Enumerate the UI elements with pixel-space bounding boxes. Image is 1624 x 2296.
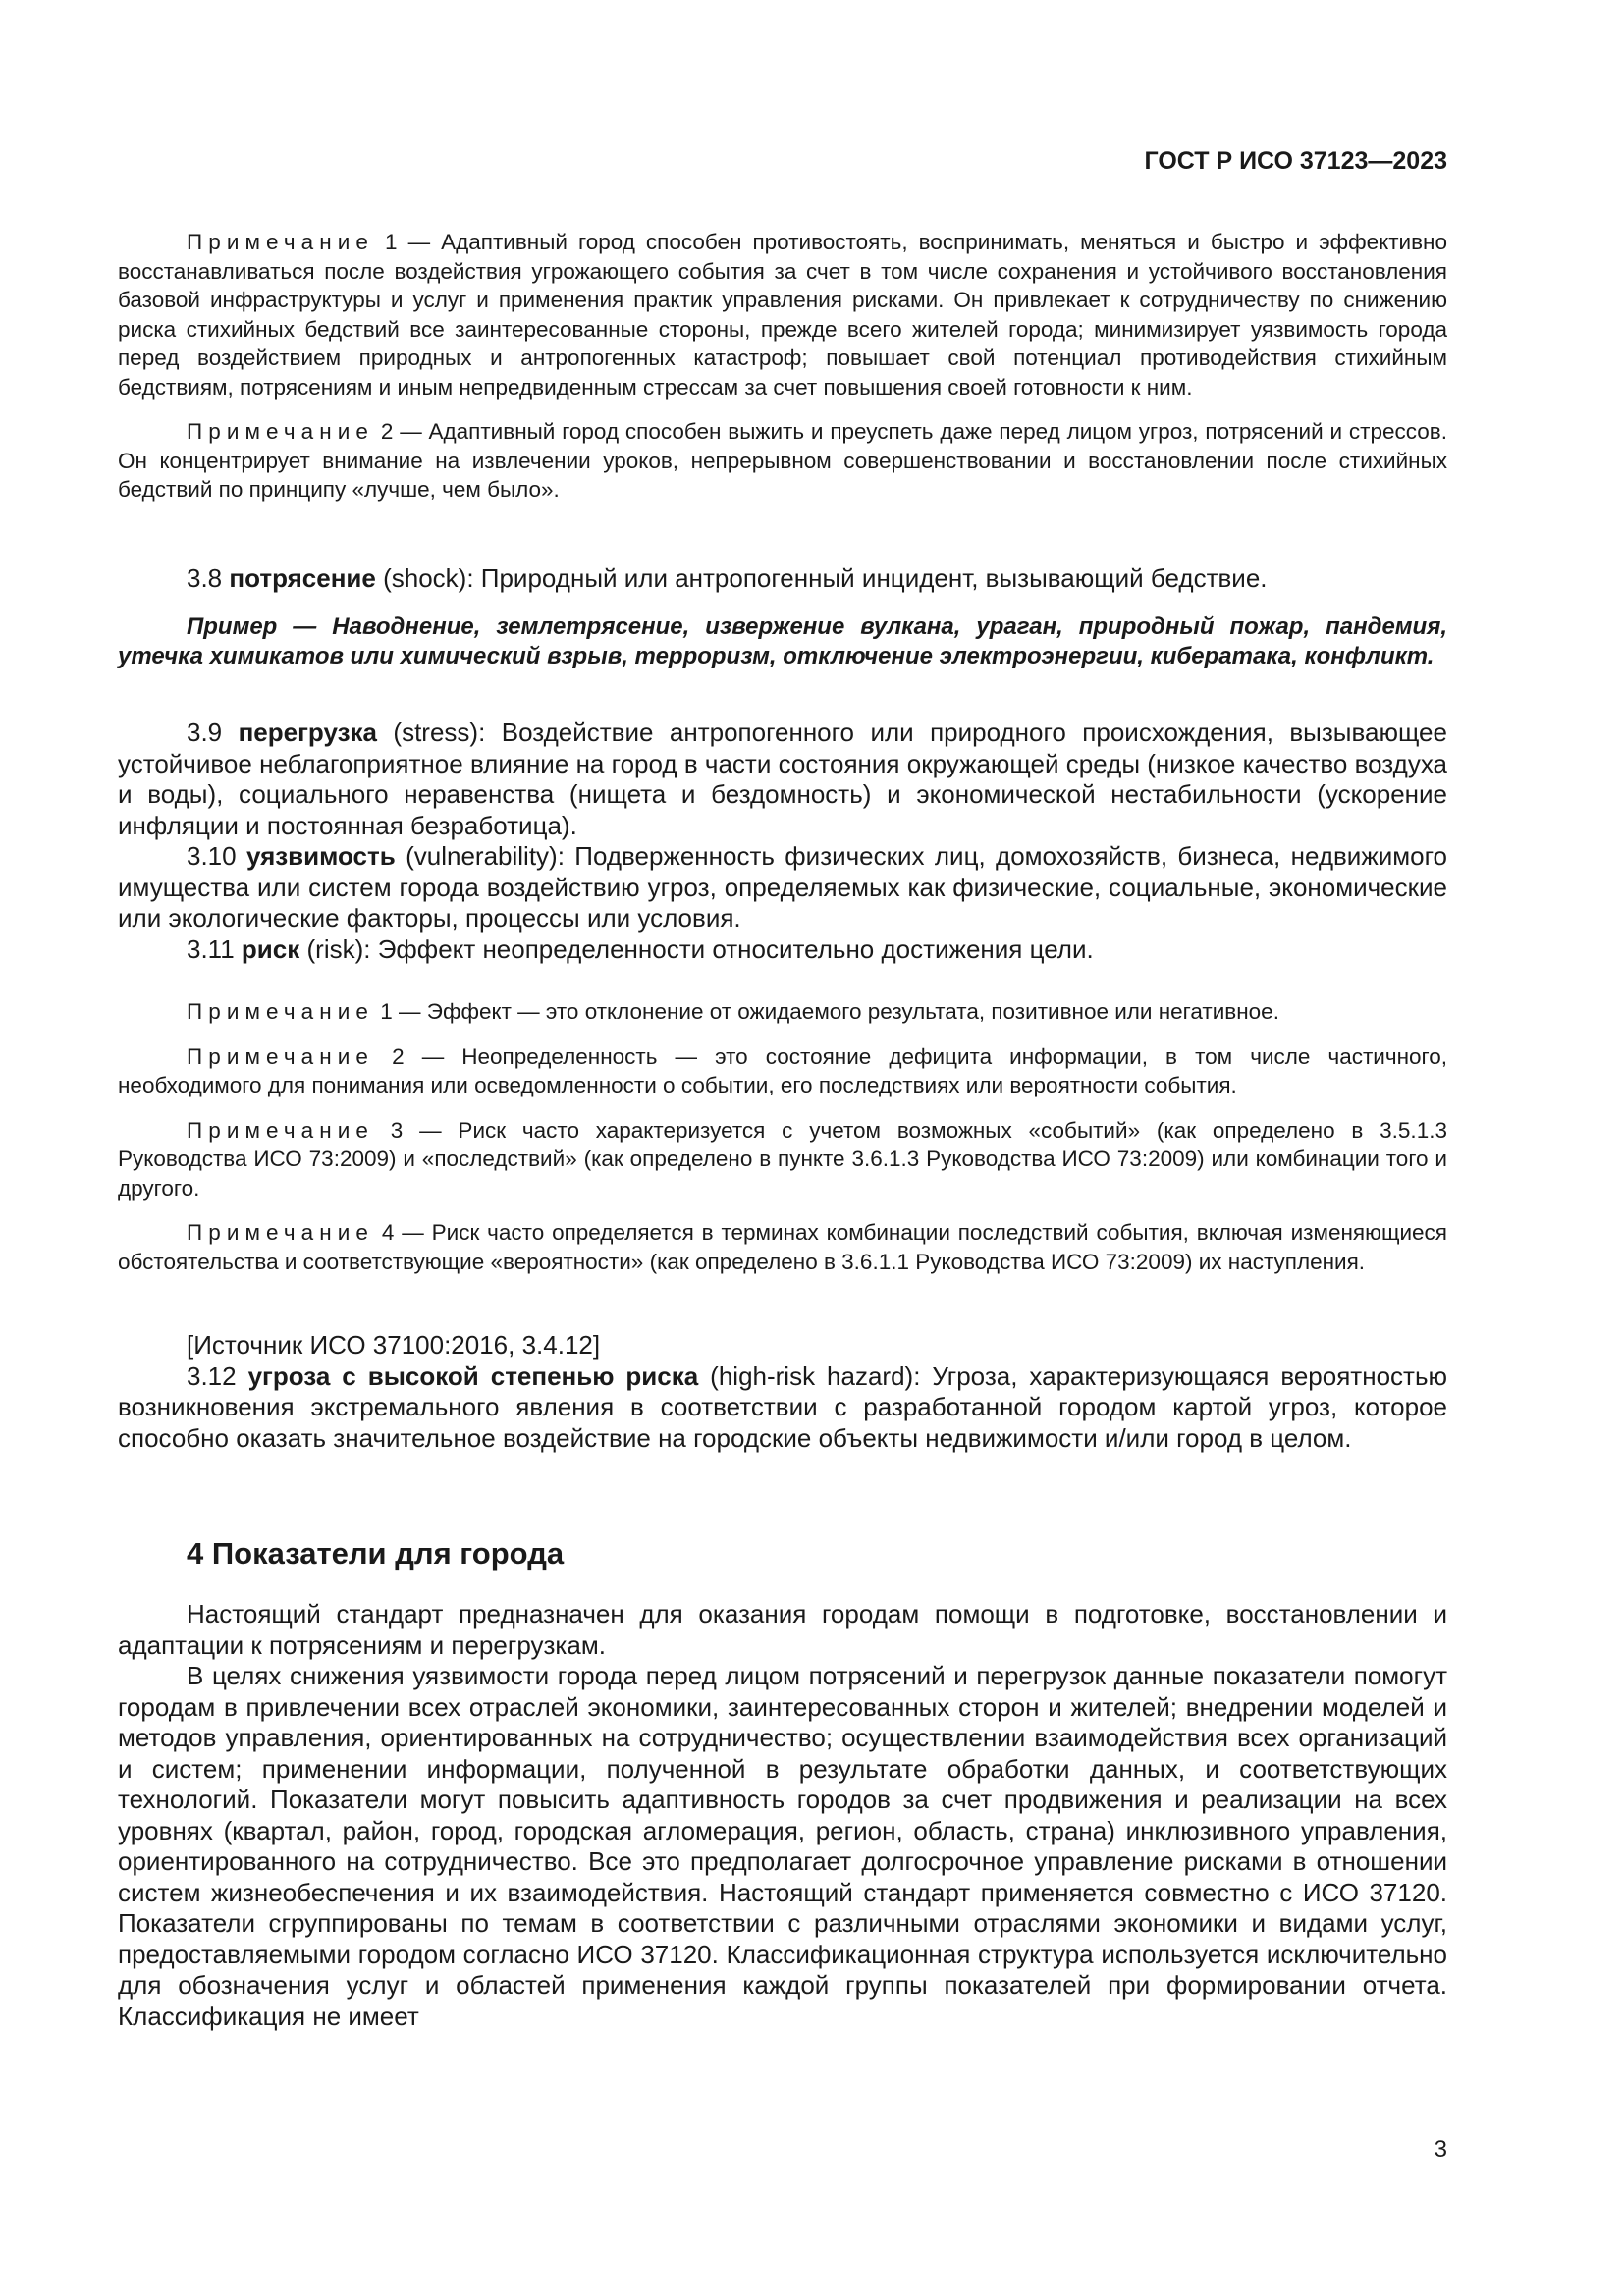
term-3-11: 3.11 риск (risk): Эффект неопределенности относительно достижения цели. (187, 934, 1094, 964)
note-block-risk (118, 997, 1447, 1276)
term-3-8: 3.8 потрясение (shock): Природный или антропогенный инцидент, вызывающий бедствие. (187, 563, 1268, 593)
section-4-heading: 4 Показатели для города (187, 1536, 565, 1571)
note: Примечание 3 — Риск часто характеризуется с учетом возможных «событий» (как определено в 3.5.1.3 Руководства ИСО 73:2009) и «последствий» (как определено в пункте 3.6.1.3 Руководства ИСО 73:2009) или комбинации того и другого. (118, 1117, 1447, 1201)
term-3-10: 3.10 уязвимость (vulnerability): Подверженность физических лиц, домохозяйств, бизнеса, недвижимого имущества или систем города воздействию угроз, определяемых как физические, социальные, экономические или экологические факторы, процессы или условия. (118, 841, 1447, 933)
section-4-paragraph-1: Настоящий стандарт предназначен для оказания городам помощи в подготовке, восстановлении и адаптации к потрясениям и перегрузкам. (118, 1599, 1447, 1660)
document-header: ГОСТ Р ИСО 37123—2023 (1144, 147, 1447, 175)
note: Примечание 2 — Неопределенность — это состояние дефицита информации, в том числе частичного, необходимого для понимания или осведомленности о событии, его последствиях или вероятности события. (118, 1043, 1447, 1097)
term-3-12: 3.12 угроза с высокой степенью риска (high-risk hazard): Угроза, характеризующаяся вероятностью возникновения экстремального явления в соответствии с разработанной городом картой угроз, которое способно оказать значительное воздействие на городские объекты недвижимости и/или город в целом. (118, 1361, 1447, 1453)
page-number: 3 (1434, 2136, 1447, 2163)
note: Примечание 4 — Риск часто определяется в терминах комбинации последствий события, включая изменяющиеся обстоятельства и соответствующие «вероятности» (как определено в 3.6.1.1 Руководства ИСО 73:2009) их наступления. (118, 1220, 1447, 1274)
section-4-body (118, 1599, 1447, 2032)
source-and-term-3-12 (118, 1330, 1447, 1454)
note: Примечание 1 — Эффект — это отклонение от ожидаемого результата, позитивное или негативное. (187, 999, 1279, 1024)
note-block-top (118, 228, 1447, 505)
term-3-9: 3.9 перегрузка (stress): Воздействие антропогенного или природного происхождения, вызывающее устойчивое неблагоприятное влияние на город в части состояния окружающей среды (низкое качество воздуха и воды), социального неравенства (нищета и бездомность) и экономической нестабильности (ускорение инфляции и постоянная безработица). (118, 718, 1447, 840)
source-reference: [Источник ИСО 37100:2016, 3.4.12] (187, 1330, 601, 1360)
note: Примечание 1 — Адаптивный город способен противостоять, воспринимать, меняться и быстро и эффективно восстанавливаться после воздействия угрожающего события за счет в том числе сохранения и устойчивого восстановления базовой инфраструктуры и услуг и применения практик управления рисками. Он привлекает к сотрудничеству по снижению риска стихийных бедствий все заинтересованные стороны, прежде всего жителей города; минимизирует уязвимость города перед воздействием природных и антропогенных катастроф; повышает свой потенциал противодействия стихийным бедствиям, потрясениям и иным непредвиденным стрессам за счет повышения своей готовности к ним. (118, 230, 1447, 400)
section-4-paragraph-2: В целях снижения уязвимости города перед лицом потрясений и перегрузок данные показатели помогут городам в привлечении всех отраслей экономики, заинтересованных сторон и жителей; внедрении моделей и методов управления, ориентированных на сотрудничество; осуществлении взаимодействия всех организаций и систем; применении информации, полученной в результате обработки данных, и соответствующих технологий. Показатели могут повысить адаптивность городов за счет продвижения и реализации на всех уровнях (квартал, район, город, городская агломерация, регион, область, страна) инклюзивного управления, ориентированного на сотрудничество. Все это предполагает долгосрочное управление рисками в отношении систем жизнеобеспечения и их взаимодействия. Настоящий стандарт применяется совместно с ИСО 37120. Показатели сгруппированы по темам в соответствии с различными отраслями экономики и видами услуг, предоставляемыми городом согласно ИСО 37120. Классификационная структура используется исключительно для обозначения услуг и областей применения каждой группы показателей при формировании отчета. Классификация не имеет (118, 1661, 1447, 2031)
example-3-8: Пример — Наводнение, землетрясение, извержение вулкана, ураган, природный пожар, пандемия, утечка химикатов или химический взрыв, терроризм, отключение электроэнергии, кибератака, конфликт. (118, 614, 1447, 669)
note: Примечание 2 — Адаптивный город способен выжить и преуспеть даже перед лицом угроз, потрясений и стрессов. Он концентрирует внимание на извлечении уроков, непрерывном совершенствовании и восстановлении после стихийных бедствий по принципу «лучше, чем было». (118, 419, 1447, 502)
terms-3-9-to-3-11 (118, 718, 1447, 965)
